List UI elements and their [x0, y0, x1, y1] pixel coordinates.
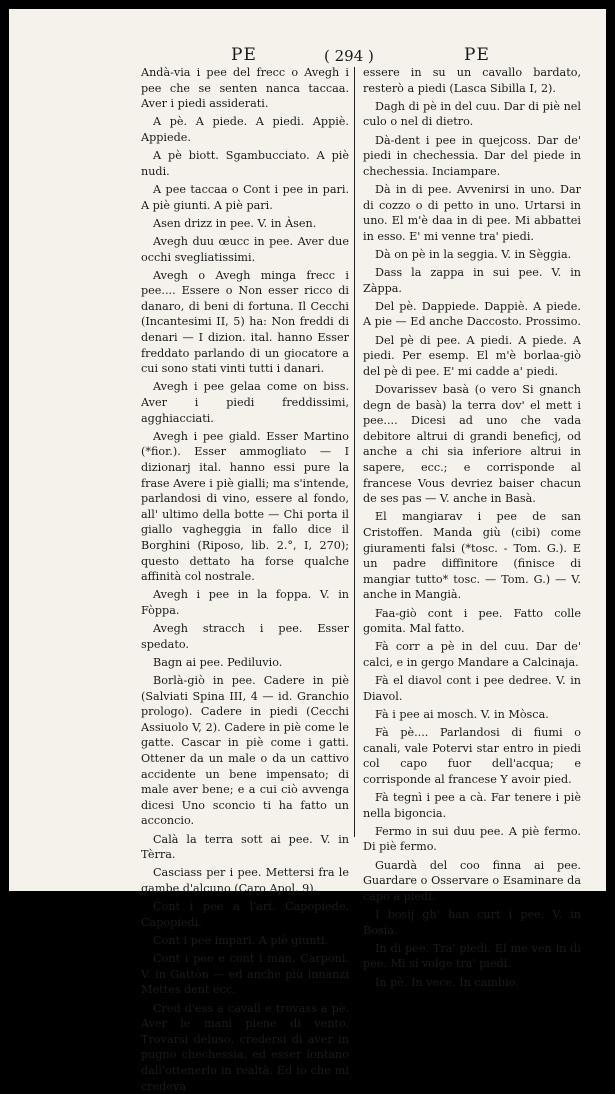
column-divider — [354, 67, 355, 837]
right-column — [363, 65, 581, 990]
entry: Del pè di pee. A piedi. A piede. A piedi. Per esemp. El m'è borlaa-giò del pè di pee. E' mi cadde a' piedi. — [363, 333, 581, 378]
entry: Fà i pee ai mosch. V. in Mòsca. — [375, 707, 549, 721]
entry: Cont i pee impari. A piè giunti. — [153, 933, 329, 947]
entry: Fermo in sui duu pee. A piè fermo. Di piè fermo. — [363, 824, 581, 854]
entry: Calà la terra sott ai pee. V. in Tèrra. — [141, 832, 349, 862]
entry: Avegh i pee in la foppa. V. in Fòppa. — [141, 588, 349, 617]
entry: Fà corr a pè in del cuu. Dar de' calci, e in gergo Mandare a Calcinaja. — [363, 640, 581, 669]
entry: Dovarissev basà (o vero Si gnanch degn de basà) la terra dov' el mett i pee.... Dicesi ad uno che vada debitore altrui di grandi beneficj, od anche a chi sia inferiore altrui in sapere, ecc.; e corrisponde al francese Vous devriez baiser chacun de ses pas — V. anche in Basà. — [363, 383, 581, 506]
entry: Dà-dent i pee in quejcoss. Dar de' piedi in chechessia. Dar del piede in chechessia. Inciampare. — [363, 133, 581, 178]
entry: Andà-via i pee del frecc o Avegh i pee che se senten nanca taccaa. Aver i piedi assiderati. — [141, 66, 349, 111]
entry: Fà el diavol cont i pee dedree. V. in Diavol. — [363, 674, 581, 703]
entry: A pee taccaa o Cont i pee in pari. A piè giunti. A piè pari. — [141, 182, 349, 212]
entry: Fà pè.... Parlandosi di fiumi o canali, vale Potervi star entro in piedi col capo fuor dell'acqua; e corrisponde al francese Y avoir pied. — [363, 726, 581, 786]
running-head-left: PE — [231, 45, 257, 65]
entry: Dass la zappa in sui pee. V. in Zàppa. — [363, 266, 581, 295]
running-head-right: PE — [464, 45, 490, 65]
entry: Avegh stracch i pee. Esser spedato. — [141, 622, 349, 651]
entry: Dagh di pè in del cuu. Dar di piè nel culo o nel di dietro. — [363, 99, 581, 129]
entry: Dà in di pee. Avvenirsi in uno. Dar di cozzo o di petto in uno. Urtarsi in uno. El m'è daa in di pee. Mi abbattei in esso. E' mi venne tra' piedi. — [363, 182, 581, 243]
left-column — [141, 65, 349, 1094]
page-number: ( 294 ) — [324, 47, 374, 65]
entry: Borlà-giò in pee. Cadere in piè (Salviati Spina III, 4 — id. Granchio prologo). Cadere in piedi (Cecchi Assiuolo V, 2). Cadere in piè come le gatte. Cascar in piè come i gatti. Ottener da un male o da un cattivo accidente un bene impensato; di male aver bene; e a cui ciò avvenga dicesi Uno sconcio ti ha fatto un acconcio. — [141, 674, 349, 828]
entry: Avegh i pee giald. Esser Martino (*fior.). Esser ammogliato — I dizionarj ital. hanno essi pure la frase Avere i piè gialli; ma s'intende, parlandosi di vino, essere al fondo, all' ultimo della botte — Chi porta il giallo vagheggia in fallo dice il Borghini (Riposo, lib. 2.°, I, 270); questo dettato ha forse qualche affinità col nostrale. — [141, 429, 349, 584]
entry: In pè. In vece. In cambio. — [375, 975, 519, 989]
entry: Casciass per i pee. Mettersi fra le gambe d'alcuno (Caro Apol. 9). — [141, 866, 349, 895]
entry: Del pè. Dappiede. Dappiè. A piede. A pie — Ed anche Daccosto. Prossimo. — [363, 299, 581, 329]
entry: Avegh i pee gelaa come on biss. Aver i piedi freddissimi, agghiacciati. — [141, 380, 349, 425]
entry: A pè biott. Sgambucciato. A piè nudi. — [141, 149, 349, 178]
entry: Avegh duu œucc in pee. Aver due occhi svegliatissimi. — [141, 234, 349, 264]
entry: Cred d'ess a cavall e trovass a pè. Aver le mani piene di vento. Trovarsi deluso, credersi di aver in pugno chechessia, ed esser lontano dall'ottenerlo in realtà. Ed io che mi credeva — [141, 1001, 349, 1093]
book-page — [9, 9, 606, 1093]
entry: Dà on pè in la seggia. V. in Sèggia. — [375, 247, 572, 261]
entry: Faa-giò cont i pee. Fatto colle gomita. Mal fatto. — [363, 606, 581, 636]
entry: Asen drizz in pee. V. in Àsen. — [153, 216, 317, 230]
entry: El mangiarav i pee de san Cristoffen. Manda giù (cibi) come giuramenti falsi (*tosc. - Tom. G.). E un padre diffinitore (finisce di mangiar tutto* tosc. — Tom. G.) — V. anche in Mangià. — [363, 510, 581, 602]
entry: I bosij gh' han curt i pee. V. in Bosia. — [363, 907, 581, 937]
entry: Fà tegnì i pee a cà. Far tenere i piè nella bigoncia. — [363, 791, 581, 820]
entry: Avegh o Avegh minga frecc i pee.... Essere o Non esser ricco di danaro, di beni di fortuna. Il Cecchi (Incantesimi II, 5) ha: Non freddi di denari — I dizion. ital. hanno Esser freddato parlando di un giocatore a cui sono stati vinti tutti i danari. — [141, 268, 349, 376]
entry: essere in su un cavallo bardato, resterò a piedi (Lasca Sibilla I, 2). — [363, 66, 581, 95]
entry: In di pee. Tra' piedi. El me ven in di pee. Mi si volge tra' piedi. — [363, 941, 581, 971]
entry: Cont i pee a l'ari. Capopiede. Capopiedi. — [141, 900, 349, 929]
entry: Guardà del coo finna ai pee. Guardare o Osservare o Esaminare da capo a piedi. — [363, 858, 581, 903]
entry: Bagn ai pee. Pediluvio. — [153, 655, 283, 669]
entry: Cont i pee e cont i man. Carponi. V. in Gattòn — ed anche più innanzi Mettes dent ecc. — [141, 952, 349, 997]
entry: A pè. A piede. A piedi. Appiè. Appiede. — [141, 115, 349, 144]
